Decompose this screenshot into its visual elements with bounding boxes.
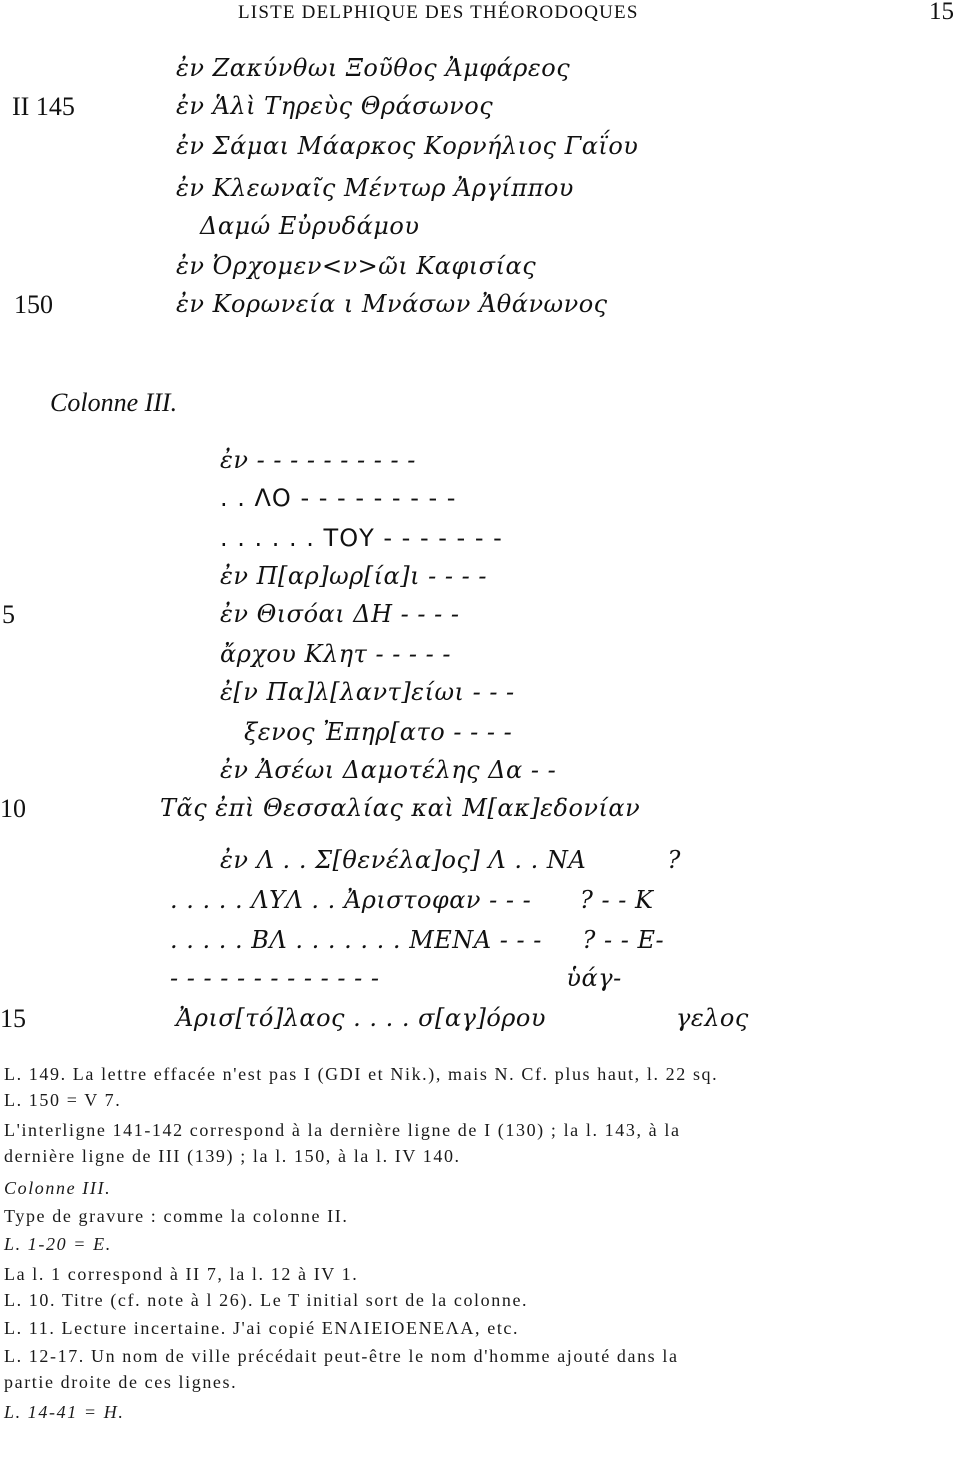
inscription-line: ἐν Ἁλὶ Τηρεὺς Θράσωνος — [176, 92, 494, 120]
inscription-line: Ἀρισ[τό]λαος . . . . σ[αγ]όρου γελος — [176, 1004, 749, 1032]
page-number: 15 — [929, 0, 954, 25]
inscription-line: . . . . . ΛΥΛ . . Ἀριστοφαν - - - ? - - Κ — [170, 886, 654, 914]
running-title: LISTE DELPHIQUE DES THÉORODOQUES — [238, 2, 639, 23]
inscription-line: ἐν Κορωνεία ι Μνάσων Ἀθάνωνος — [176, 290, 608, 318]
inscription-line: Τᾶς ἐπὶ Θεσσαλίας καὶ Μ[ακ]εδονίαν — [160, 794, 641, 822]
inscription-line: ξενος Ἐπηρ[ατο - - - - — [244, 718, 513, 746]
note-line: L. 149. La lettre effacée n'est pas I (GDI et Nik.), mais N. Cf. plus haut, l. 22 sq. — [4, 1064, 719, 1084]
note-line: L. 1-20 = E. — [4, 1234, 112, 1254]
note-line: L. 10. Titre (cf. note à l 26). Le T initial sort de la colonne. — [4, 1290, 529, 1310]
inscription-line: ἐν Θισόαι ΔΗ - - - - — [220, 600, 460, 628]
note-line: Type de gravure : comme la colonne II. — [4, 1206, 349, 1226]
inscription-line: ἐν - - - - - - - - - - — [220, 446, 416, 474]
note-line: La l. 1 correspond à II 7, la l. 12 à IV 1. — [4, 1264, 359, 1284]
note-line: partie droite de ces lignes. — [4, 1372, 238, 1392]
inscription-line: ἐν Κλεωναῖς Μέντωρ Ἀργίππου — [176, 174, 574, 202]
inscription-line: ἐν Ζακύνθωι Ξοῦθος Ἀμφάρεος — [176, 54, 571, 82]
inscription-line: . . . . . ΒΛ . . . . . . . ΜΕΝΑ - - - ? - - Ε- — [170, 926, 665, 954]
note-line: L. 14-41 = H. — [4, 1402, 125, 1422]
inscription-line: ἐν Π[αρ]ωρ[ία]ι - - - - — [220, 562, 487, 590]
note-line: L. 11. Lecture incertaine. J'ai copié ΕΝΛΙΕΙΟΕΝΕΛΑ, etc. — [4, 1318, 520, 1338]
inscription-line: . . . . . . ΤΟΥ - - - - - - - — [220, 524, 503, 552]
inscription-line: - - - - - - - - - - - - - ὑάγ- — [170, 964, 622, 992]
note-line: L. 150 = V 7. — [4, 1090, 122, 1110]
inscription-line: ἄρχου Κλητ - - - - - — [220, 640, 452, 668]
note-line: dernière ligne de III (139) ; la l. 150, à la l. IV 140. — [4, 1146, 461, 1166]
line-number: 15 — [0, 1004, 26, 1033]
line-number: 150 — [14, 290, 53, 319]
line-number: 10 — [0, 794, 26, 823]
inscription-line: ἐν Ἀσέωι Δαμοτέλης Δα - - — [220, 756, 557, 784]
inscription-line: ἐν Ὀρχομεν<ν>ῶι Καφισίας — [176, 252, 537, 280]
note-line: Colonne III. — [4, 1178, 112, 1198]
note-line: L'interligne 141-142 correspond à la dernière ligne de I (130) ; la l. 143, à la — [4, 1120, 681, 1140]
inscription-line: ἐ[ν Πα]λ[λαντ]είωι - - - — [220, 678, 515, 706]
line-number: II 145 — [12, 92, 75, 121]
note-line: L. 12-17. Un nom de ville précédait peut-être le nom d'homme ajouté dans la — [4, 1346, 679, 1366]
inscription-line: Δαμώ Εὐρυδάμου — [200, 212, 420, 240]
inscription-line: ἐν Σάμαι Μάαρκος Κορνήλιος Γαΐου — [176, 132, 639, 160]
line-number: 5 — [2, 600, 15, 629]
page-header — [0, 2, 960, 32]
column-heading: Colonne III. — [50, 388, 178, 417]
inscription-line: ἐν Λ . . Σ[θενέλα]ος] Λ . . ΝΑ ? — [220, 846, 681, 874]
inscription-line: . . ΛΟ - - - - - - - - - — [220, 484, 457, 512]
